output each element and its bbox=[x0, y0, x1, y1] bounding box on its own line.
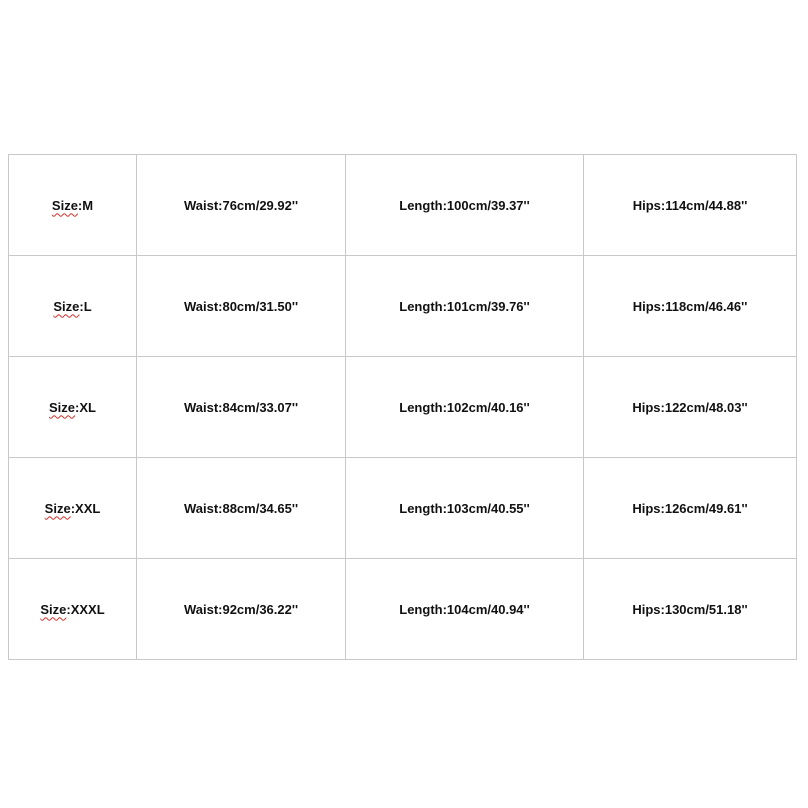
table-row bbox=[9, 155, 797, 256]
size-value: :XXL bbox=[70, 500, 101, 516]
table-row bbox=[9, 458, 797, 559]
table-row bbox=[9, 559, 797, 660]
hips-cell: Hips:118cm/46.46'' bbox=[584, 256, 797, 357]
size-prefix: Size bbox=[49, 399, 76, 415]
size-prefix: Size bbox=[51, 197, 78, 213]
size-cell bbox=[9, 357, 137, 458]
size-value: :XL bbox=[75, 399, 96, 415]
length-cell: Length:104cm/40.94'' bbox=[346, 559, 584, 660]
size-prefix: Size bbox=[40, 601, 67, 617]
size-cell bbox=[9, 559, 137, 660]
length-cell: Length:100cm/39.37'' bbox=[346, 155, 584, 256]
size-cell bbox=[9, 155, 137, 256]
waist-cell: Waist:80cm/31.50'' bbox=[137, 256, 346, 357]
hips-cell: Hips:114cm/44.88'' bbox=[584, 155, 797, 256]
length-cell: Length:101cm/39.76'' bbox=[346, 256, 584, 357]
waist-cell: Waist:88cm/34.65'' bbox=[137, 458, 346, 559]
hips-cell: Hips:126cm/49.61'' bbox=[584, 458, 797, 559]
size-cell bbox=[9, 458, 137, 559]
size-cell bbox=[9, 256, 137, 357]
length-cell: Length:102cm/40.16'' bbox=[346, 357, 584, 458]
waist-cell: Waist:84cm/33.07'' bbox=[137, 357, 346, 458]
hips-cell: Hips:130cm/51.18'' bbox=[584, 559, 797, 660]
size-prefix: Size bbox=[53, 298, 80, 314]
length-cell: Length:103cm/40.55'' bbox=[346, 458, 584, 559]
size-value: :XXXL bbox=[66, 601, 105, 617]
table-row bbox=[9, 357, 797, 458]
waist-cell: Waist:92cm/36.22'' bbox=[137, 559, 346, 660]
waist-cell: Waist:76cm/29.92'' bbox=[137, 155, 346, 256]
size-value: :M bbox=[77, 197, 94, 213]
hips-cell: Hips:122cm/48.03'' bbox=[584, 357, 797, 458]
table-row bbox=[9, 256, 797, 357]
size-prefix: Size bbox=[44, 500, 71, 516]
size-value: :L bbox=[79, 298, 92, 314]
size-chart-table bbox=[8, 154, 797, 660]
